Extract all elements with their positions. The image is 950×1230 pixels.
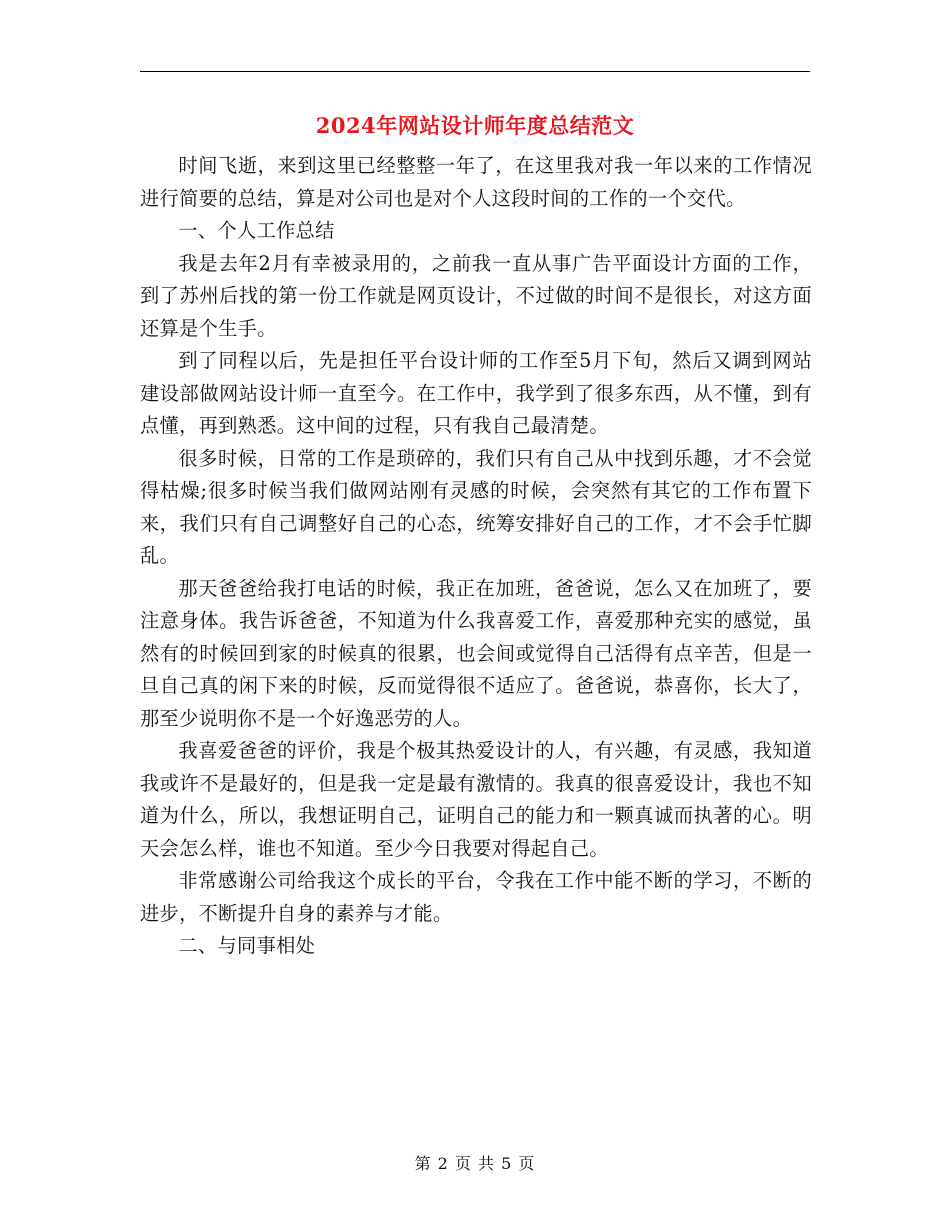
paragraph-thanks: 非常感谢公司给我这个成长的平台，令我在工作中能不断的学习，不断的进步，不断提升自身的素养与才能。 xyxy=(140,869,812,925)
document-body xyxy=(140,150,812,963)
page-number-label: 第 2 页 共 5 页 xyxy=(414,1154,536,1173)
section-heading-colleagues: 二、与同事相处 xyxy=(178,934,316,957)
document-title: 2024年网站设计师年度总结范文 xyxy=(315,113,635,138)
section-heading-personal-summary: 一、个人工作总结 xyxy=(178,219,335,242)
page-number-footer xyxy=(0,1152,950,1176)
paragraph-intro: 时间飞逝，来到这里已经整整一年了，在这里我对我一年以来的工作情况进行简要的总结，算是对公司也是对个人这段时间的工作的一个交代。 xyxy=(140,154,812,210)
paragraph-passion: 我喜爱爸爸的评价，我是个极其热爱设计的人，有兴趣，有灵感，我知道我或许不是最好的，但是我一定是最有激情的。我真的很喜爱设计，我也不知道为什么，所以，我想证明自己，证明自己的能力和一颗真诚而执著的心。明天会怎么样，谁也不知道。至少今日我要对得起自己。 xyxy=(140,739,812,860)
paragraph-daily-work: 很多时候，日常的工作是琐碎的，我们只有自己从中找到乐趣，才不会觉得枯燥;很多时候当我们做网站刚有灵感的时候，会突然有其它的工作布置下来，我们只有自己调整好自己的心态，统筹安排好自己的工作，才不会手忙脚乱。 xyxy=(140,446,812,567)
paragraph-role-change: 到了同程以后，先是担任平台设计师的工作至5月下旬，然后又调到网站建设部做网站设计师一直至今。在工作中，我学到了很多东西，从不懂，到有点懂，再到熟悉。这中间的过程，只有我自己最清楚。 xyxy=(140,349,812,437)
header-rule xyxy=(140,71,810,72)
paragraph-father-call: 那天爸爸给我打电话的时候，我正在加班，爸爸说，怎么又在加班了，要注意身体。我告诉爸爸，不知道为什么我喜爱工作，喜爱那种充实的感觉，虽然有的时候回到家的时候真的很累，也会间或觉得自己活得有点辛苦，但是一旦自己真的闲下来的时候，反而觉得很不适应了。爸爸说，恭喜你，长大了，那至少说明你不是一个好逸恶劳的人。 xyxy=(140,576,812,730)
paragraph-background: 我是去年2月有幸被录用的，之前我一直从事广告平面设计方面的工作，到了苏州后找的第一份工作就是网页设计，不过做的时间不是很长，对这方面还算是个生手。 xyxy=(140,251,812,340)
